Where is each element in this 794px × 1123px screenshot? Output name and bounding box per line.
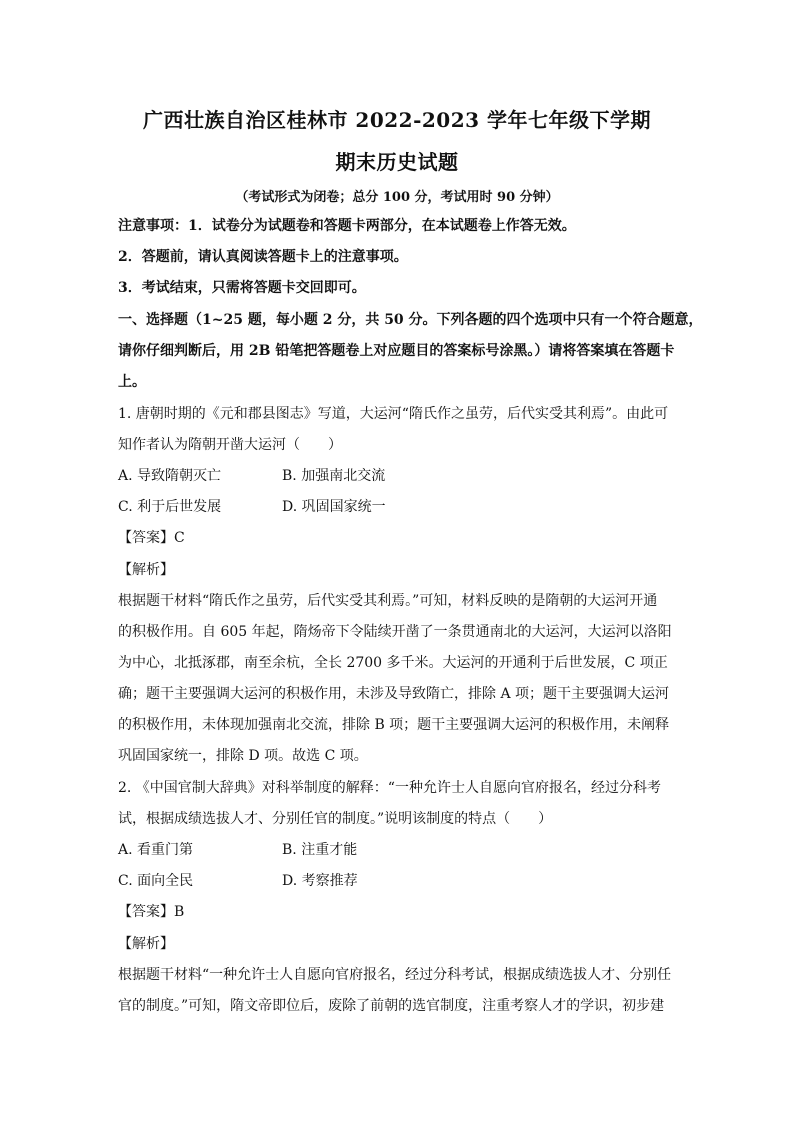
question-1-option-a: A. 导致隋朝灭亡 (118, 468, 222, 484)
question-2-stem-line2: 试，根据成绩选拔人才、分别任官的制度。”说明该制度的特点（ ） (118, 811, 553, 827)
question-2-option-c: C. 面向全民 (118, 873, 194, 889)
question-1-option-c: C. 利于后世发展 (118, 499, 222, 515)
question-1-option-b: B. 加强南北交流 (282, 468, 386, 484)
section-heading-line1: 一、选择题（1~25 题，每小题 2 分，共 50 分。下列各题的四个选项中只有一个符合题意， (118, 312, 703, 328)
document-title-line1: 广西壮族自治区桂林市 2022-2023 学年七年级下学期 (142, 108, 652, 132)
question-2-analysis-label: 【解析】 (118, 936, 174, 952)
question-1-analysis-line5: 的积极作用，未体现加强南北交流，排除 B 项；题干主要强调大运河的积极作用，未阐释 (118, 717, 670, 733)
note-3: 3．考试结束，只需将答题卡交回即可。 (118, 280, 366, 296)
question-2-option-d: D. 考察推荐 (282, 873, 358, 889)
section-heading-line2: 请你仔细判断后，用 2B 铅笔把答题卷上对应题目的答案标号涂黑。）请将答案填在答题卡 (118, 343, 675, 359)
note-2: 2．答题前，请认真阅读答题卡上的注意事项。 (118, 249, 408, 265)
question-2-analysis-line2: 官的制度。”可知，隋文帝即位后，废除了前朝的选官制度，注重考察人才的学识，初步建 (118, 998, 665, 1014)
question-1-analysis-label: 【解析】 (118, 562, 174, 578)
question-1-stem-line2: 知作者认为隋朝开凿大运河（ ） (118, 437, 342, 453)
question-2-option-a: A. 看重门第 (118, 842, 194, 858)
note-1: 注意事项：1．试卷分为试题卷和答题卡两部分，在本试题卷上作答无效。 (118, 218, 576, 234)
question-1-analysis-line4: 确；题干主要强调大运河的积极作用，未涉及导致隋亡，排除 A 项；题干主要强调大运河 (118, 686, 670, 702)
document-title-line2: 期末历史试题 (335, 150, 459, 174)
question-1-analysis-line6: 巩固国家统一，排除 D 项。故选 C 项。 (118, 748, 368, 764)
section-heading-line3: 上。 (118, 374, 146, 390)
question-1-analysis-line3: 为中心，北抵涿郡，南至余杭，全长 2700 多千米。大运河的开通利于后世发展，C 项正 (118, 655, 668, 671)
question-1-stem-line1: 1. 唐朝时期的《元和郡县图志》写道，大运河“隋氏作之虽劳，后代实受其利焉”。由此可 (118, 406, 669, 422)
question-2-stem-line1: 2. 《中国官制大辞典》对科举制度的解释：“一种允许士人自愿向官府报名，经过分科考 (118, 780, 661, 796)
question-1-analysis-line1: 根据题干材料“隋氏作之虽劳，后代实受其利焉。”可知，材料反映的是隋朝的大运河开通 (118, 593, 658, 609)
question-1-answer: 【答案】C (118, 530, 185, 546)
question-2-answer: 【答案】B (118, 904, 185, 920)
question-1-analysis-line2: 的积极作用。自 605 年起，隋炀帝下令陆续开凿了一条贯通南北的大运河，大运河以洛阳 (118, 624, 672, 640)
question-2-analysis-line1: 根据题干材料“一种允许士人自愿向官府报名，经过分科考试，根据成绩选拔人才、分别任 (118, 967, 672, 983)
question-2-option-b: B. 注重才能 (282, 842, 358, 858)
exam-info: （考试形式为闭卷；总分 100 分，考试用时 90 分钟） (235, 190, 559, 205)
question-1-option-d: D. 巩固国家统一 (282, 499, 386, 515)
